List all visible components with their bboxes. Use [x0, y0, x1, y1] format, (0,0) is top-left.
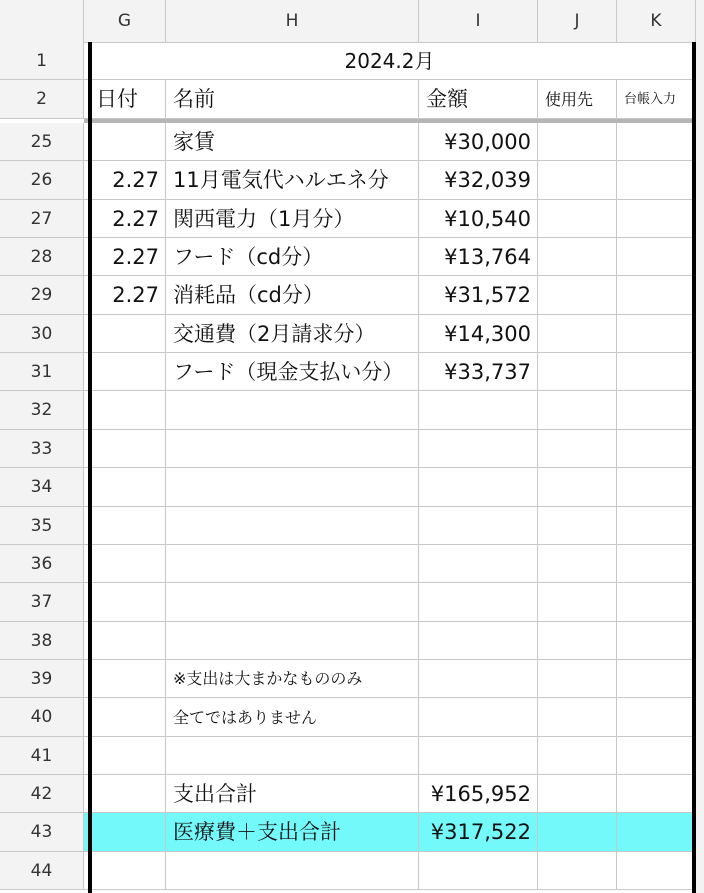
usage-cell[interactable] [538, 200, 617, 238]
amount-cell[interactable]: ¥14,300 [419, 315, 538, 353]
usage-cell[interactable] [538, 276, 617, 315]
row-header-42[interactable]: 42 [0, 775, 84, 813]
name-cell[interactable]: フード（現金支払い分） [166, 353, 419, 391]
date-cell[interactable] [84, 545, 166, 583]
usage-cell[interactable] [538, 698, 617, 737]
row-header-2[interactable]: 2 [0, 80, 84, 119]
date-cell[interactable]: 2.27 [84, 238, 166, 276]
column-header-bar [0, 0, 704, 43]
date-cell[interactable] [84, 391, 166, 430]
header-usage-cell[interactable]: 使用先 [538, 80, 617, 119]
name-cell[interactable] [166, 583, 419, 622]
row-header-1[interactable]: 1 [0, 42, 84, 80]
usage-cell[interactable] [538, 123, 617, 161]
amount-cell[interactable] [419, 737, 538, 775]
amount-cell[interactable]: ¥10,540 [419, 200, 538, 238]
select-all-corner[interactable] [0, 0, 84, 42]
row-header-31[interactable]: 31 [0, 353, 84, 391]
usage-cell[interactable] [538, 161, 617, 200]
amount-cell[interactable]: ¥317,522 [419, 813, 538, 852]
row-header-44[interactable]: 44 [0, 852, 84, 890]
amount-cell[interactable] [419, 660, 538, 698]
usage-cell[interactable] [538, 468, 617, 507]
ledger-cell[interactable] [617, 852, 696, 890]
name-cell[interactable]: 11月電気代ハルエネ分 [166, 161, 419, 200]
name-cell[interactable] [166, 737, 419, 775]
usage-cell[interactable] [538, 391, 617, 430]
name-cell[interactable] [166, 468, 419, 507]
name-cell[interactable]: 関西電力（1月分） [166, 200, 419, 238]
usage-cell[interactable] [538, 583, 617, 622]
ledger-cell[interactable] [617, 238, 696, 276]
ledger-cell[interactable] [617, 276, 696, 315]
header-date-cell[interactable]: 日付 [84, 80, 166, 119]
row-header-39[interactable]: 39 [0, 660, 84, 698]
table-border-left [88, 42, 92, 893]
usage-cell[interactable] [538, 507, 617, 545]
name-cell[interactable]: 消耗品（cd分） [166, 276, 419, 315]
amount-cell[interactable] [419, 852, 538, 890]
date-cell[interactable] [84, 123, 166, 161]
row-header-37[interactable]: 37 [0, 583, 84, 622]
name-cell[interactable] [166, 391, 419, 430]
amount-cell[interactable] [419, 507, 538, 545]
row-header-35[interactable]: 35 [0, 507, 84, 545]
usage-cell[interactable] [538, 353, 617, 391]
date-cell[interactable] [84, 353, 166, 391]
row-header-26[interactable]: 26 [0, 161, 84, 200]
usage-cell[interactable] [538, 430, 617, 468]
usage-cell[interactable] [538, 813, 617, 852]
ledger-cell[interactable] [617, 775, 696, 813]
row-header-38[interactable]: 38 [0, 622, 84, 660]
header-ledger-cell[interactable]: 台帳入力 [617, 80, 696, 119]
name-cell[interactable]: 家賃 [166, 123, 419, 161]
amount-cell[interactable] [419, 622, 538, 660]
ledger-cell[interactable] [617, 315, 696, 353]
frozen-rows-divider[interactable] [84, 119, 704, 123]
row-header-25[interactable]: 25 [0, 123, 84, 161]
usage-cell[interactable] [538, 545, 617, 583]
name-cell[interactable] [166, 430, 419, 468]
name-cell[interactable]: 医療費＋支出合計 [166, 813, 419, 852]
name-cell[interactable]: ※支出は大まかなもののみ [166, 660, 419, 698]
name-cell[interactable]: フード（cd分） [166, 238, 419, 276]
row-header-32[interactable]: 32 [0, 391, 84, 430]
header-name-cell[interactable]: 名前 [166, 80, 419, 119]
ledger-cell[interactable] [617, 353, 696, 391]
ledger-cell[interactable] [617, 660, 696, 698]
ledger-cell[interactable] [617, 698, 696, 737]
ledger-cell[interactable] [617, 507, 696, 545]
ledger-cell[interactable] [617, 468, 696, 507]
date-cell[interactable] [84, 583, 166, 622]
ledger-cell[interactable] [617, 161, 696, 200]
column-header-k[interactable]: K [617, 0, 696, 42]
row-header-43[interactable]: 43 [0, 813, 84, 852]
amount-cell[interactable]: ¥13,764 [419, 238, 538, 276]
amount-cell[interactable] [419, 545, 538, 583]
amount-cell[interactable]: ¥33,737 [419, 353, 538, 391]
date-cell[interactable] [84, 737, 166, 775]
date-cell[interactable] [84, 507, 166, 545]
amount-cell[interactable]: ¥30,000 [419, 123, 538, 161]
column-header-g[interactable]: G [84, 0, 166, 42]
name-cell[interactable] [166, 545, 419, 583]
name-cell[interactable]: 交通費（2月請求分） [166, 315, 419, 353]
row-header-27[interactable]: 27 [0, 200, 84, 238]
date-cell[interactable] [84, 468, 166, 507]
row-header-36[interactable]: 36 [0, 545, 84, 583]
name-cell[interactable]: 支出合計 [166, 775, 419, 813]
row-header-30[interactable]: 30 [0, 315, 84, 353]
ledger-cell[interactable] [617, 737, 696, 775]
amount-cell[interactable] [419, 430, 538, 468]
amount-cell[interactable]: ¥32,039 [419, 161, 538, 200]
sheet-title-cell[interactable]: 2024.2月 [84, 42, 696, 80]
row-header-28[interactable]: 28 [0, 238, 84, 276]
usage-cell[interactable] [538, 660, 617, 698]
ledger-cell[interactable] [617, 123, 696, 161]
usage-cell[interactable] [538, 852, 617, 890]
usage-cell[interactable] [538, 622, 617, 660]
column-header-i[interactable]: I [419, 0, 538, 42]
date-cell[interactable] [84, 622, 166, 660]
ledger-cell[interactable] [617, 391, 696, 430]
date-cell[interactable]: 2.27 [84, 276, 166, 315]
date-cell[interactable] [84, 660, 166, 698]
amount-cell[interactable]: ¥165,952 [419, 775, 538, 813]
usage-cell[interactable] [538, 315, 617, 353]
scroll-edge-strip [696, 0, 704, 893]
date-cell[interactable] [84, 775, 166, 813]
date-cell[interactable] [84, 852, 166, 890]
usage-cell[interactable] [538, 775, 617, 813]
name-cell[interactable] [166, 507, 419, 545]
name-cell[interactable] [166, 852, 419, 890]
amount-cell[interactable] [419, 583, 538, 622]
ledger-cell[interactable] [617, 430, 696, 468]
name-cell[interactable]: 全てではありません [166, 698, 419, 737]
date-cell[interactable] [84, 315, 166, 353]
date-cell[interactable]: 2.27 [84, 161, 166, 200]
date-cell[interactable]: 2.27 [84, 200, 166, 238]
column-header-h[interactable]: H [166, 0, 419, 42]
ledger-cell[interactable] [617, 200, 696, 238]
ledger-cell[interactable] [617, 813, 696, 852]
name-cell[interactable] [166, 622, 419, 660]
amount-cell[interactable] [419, 698, 538, 737]
row-header-40[interactable]: 40 [0, 698, 84, 737]
amount-cell[interactable]: ¥31,572 [419, 276, 538, 315]
usage-cell[interactable] [538, 238, 617, 276]
column-header-j[interactable]: J [538, 0, 617, 42]
header-amount-cell[interactable]: 金額 [419, 80, 538, 119]
usage-cell[interactable] [538, 737, 617, 775]
date-cell[interactable] [84, 430, 166, 468]
amount-cell[interactable] [419, 391, 538, 430]
row-header-41[interactable]: 41 [0, 737, 84, 775]
ledger-cell[interactable] [617, 545, 696, 583]
row-header-29[interactable]: 29 [0, 276, 84, 315]
row-header-33[interactable]: 33 [0, 430, 84, 468]
date-cell[interactable] [84, 813, 166, 852]
amount-cell[interactable] [419, 468, 538, 507]
ledger-cell[interactable] [617, 583, 696, 622]
ledger-cell[interactable] [617, 622, 696, 660]
date-cell[interactable] [84, 698, 166, 737]
row-header-34[interactable]: 34 [0, 468, 84, 507]
